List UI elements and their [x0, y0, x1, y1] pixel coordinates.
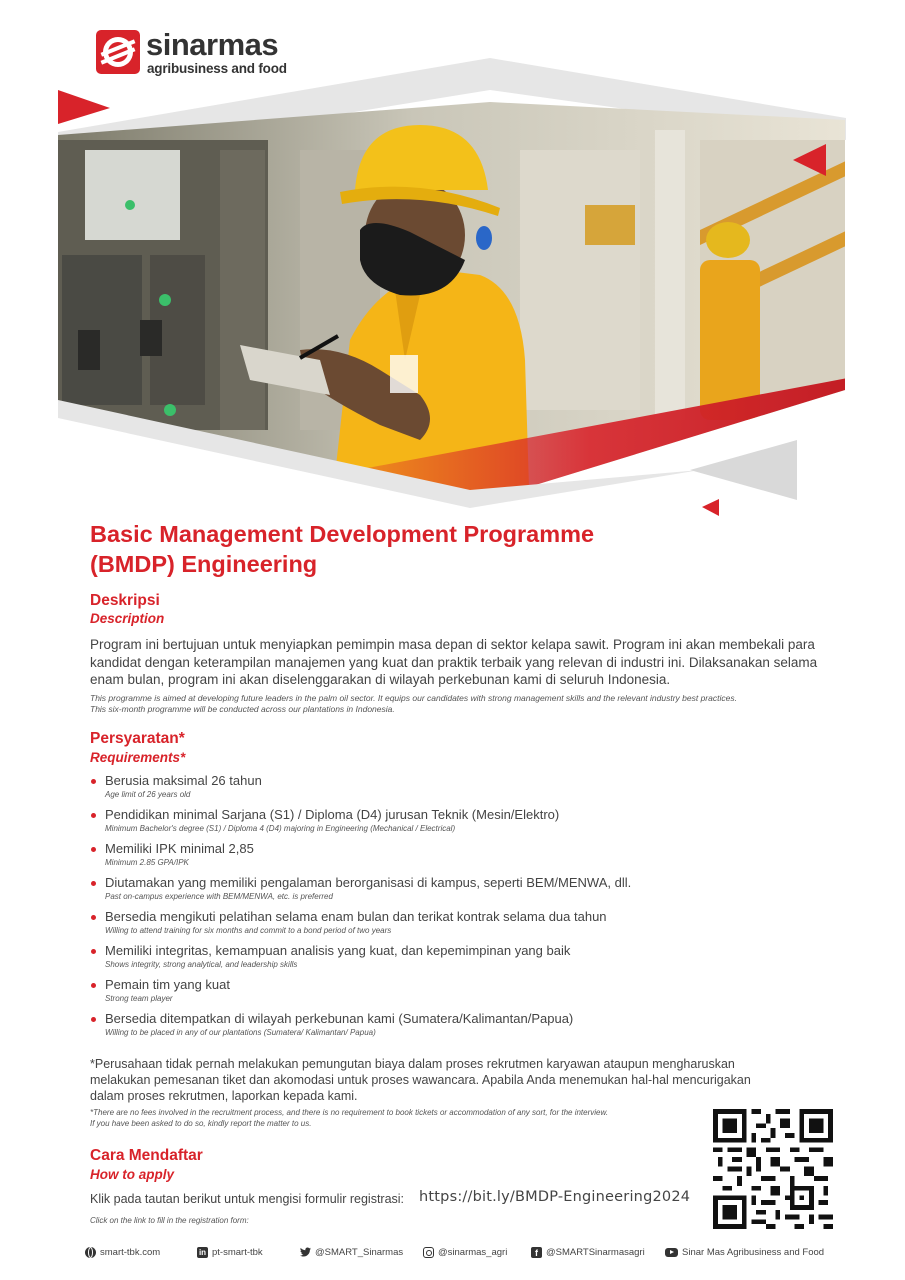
list-item: Bersedia mengikuti pelatihan selama enam bulan dan terikat kontrak selama dua tahun Willing to attend training for six months and commit to a bond period of two years [90, 909, 810, 943]
list-item: Pemain tim yang kuat Strong team player [90, 977, 810, 1011]
description-text-id [90, 636, 820, 689]
globe-icon [85, 1247, 96, 1258]
list-item: Memiliki IPK minimal 2,85 Minimum 2.85 GPA/IPK [90, 841, 810, 875]
footer-instagram[interactable]: @sinarmas_agri [423, 1243, 507, 1261]
title-line-2: (BMDP) Engineering [90, 551, 318, 577]
frame-wedge [690, 440, 797, 500]
apply-heading: Cara Mendaftar [90, 1147, 203, 1164]
list-item: Berusia maksimal 26 tahun Age limit of 26 years old [90, 773, 810, 807]
footer-facebook[interactable]: f @SMARTSinarmasagri [531, 1243, 645, 1261]
logo-brand: sinarmas [146, 27, 279, 62]
instagram-icon [423, 1247, 434, 1258]
description-line: kandidat dengan keterampilan manajemen yang kuat dan praktik terbaik yang relevan di industri ini. Dilaksanakan selama [90, 654, 818, 670]
description-line: Program ini bertujuan untuk menyiapkan pemimpin masa depan di sektor kelapa sawit. Program ini akan membekali para [90, 637, 815, 652]
qr-code[interactable] [713, 1109, 833, 1229]
footer-youtube[interactable]: Sinar Mas Agribusiness and Food [665, 1243, 824, 1261]
notice-line-en: *There are no fees involved in the recruitment process, and there is no requirement to book tickets or accommodation of any sort, for the interview. [90, 1108, 609, 1117]
accent-triangle-bottom [702, 499, 719, 516]
registration-link[interactable]: https://bit.ly/BMDP-Engineering2024 [419, 1189, 691, 1205]
footer-linkedin[interactable]: in pt-smart-tbk [198, 1246, 263, 1258]
title-line-1: Basic Management Development Programme [90, 521, 595, 547]
footer-twitter[interactable]: @SMART_Sinarmas [300, 1243, 403, 1261]
description-text-en [90, 693, 820, 715]
requirements-heading-en: Requirements* [90, 750, 186, 765]
description-heading-en: Description [90, 611, 165, 626]
logo-tagline: agribusiness and food [147, 61, 287, 76]
description-line-en: This programme is aimed at developing future leaders in the palm oil sector. It equips our candidates with strong management skills and the relevant industry best practices. [90, 693, 737, 703]
list-item: Memiliki integritas, kemampuan analisis yang kuat, dan kepemimpinan yang baik Shows integrity, strong analytical, and leadership skills [90, 943, 810, 977]
apply-instruction-en: Click on the link to fill in the registration form: [90, 1216, 249, 1225]
description-heading: Deskripsi [90, 592, 160, 609]
requirements-list [90, 773, 810, 1045]
notice-line: melakukan pemesanan tiket dan akomodasi untuk proses wawancara. Apabila Anda menemukan hal-hal mencurigakan [90, 1073, 751, 1087]
list-item: Pendidikan minimal Sarjana (S1) / Diploma (D4) jurusan Teknik (Mesin/Elektro) Minimum Bachelor's degree (S1) / Diploma 4 (D4) majoring in Engineering (Mechanical / Electrical) [90, 807, 810, 841]
accent-triangle-left [58, 90, 110, 124]
linkedin-icon: in [198, 1247, 207, 1257]
notice-line: dalam proses rekrutmen, laporkan kepada kami. [90, 1089, 358, 1103]
hero-photo [0, 55, 905, 525]
twitter-icon [300, 1247, 311, 1258]
notice-line-en: If you have been asked to do so, kindly report the matter to us. [90, 1119, 312, 1128]
youtube-icon [665, 1248, 678, 1257]
notice-text-en [90, 1107, 710, 1129]
requirements-heading: Persyaratan* [90, 730, 185, 747]
notice-text-id [90, 1056, 790, 1104]
facebook-icon: f [531, 1247, 542, 1258]
description-line-en: This six-month programme will be conducted across our plantations in Indonesia. [90, 704, 395, 714]
description-line: enam bulan, program ini akan diselenggarakan di wilayah perkebunan kami di seluruh Indonesia. [90, 672, 671, 687]
list-item: Bersedia ditempatkan di wilayah perkebunan kami (Sumatera/Kalimantan/Papua) Willing to be placed in any of our plantations (Sumatera/ Kalimantan/ Papua) [90, 1011, 810, 1045]
footer-website[interactable]: smart-tbk.com [85, 1243, 160, 1261]
apply-instruction: Klik pada tautan berikut untuk mengisi formulir registrasi: [90, 1192, 405, 1206]
list-item: Diutamakan yang memiliki pengalaman berorganisasi di kampus, seperti BEM/MENWA, dll. Past on-campus experience with BEM/MENWA, etc. is preferred [90, 875, 810, 909]
footer [85, 1243, 845, 1261]
apply-heading-en: How to apply [90, 1167, 174, 1182]
notice-line: *Perusahaan tidak pernah melakukan pemungutan biaya dalam proses rekrutmen karyawan ataupun mengharuskan [90, 1057, 735, 1071]
